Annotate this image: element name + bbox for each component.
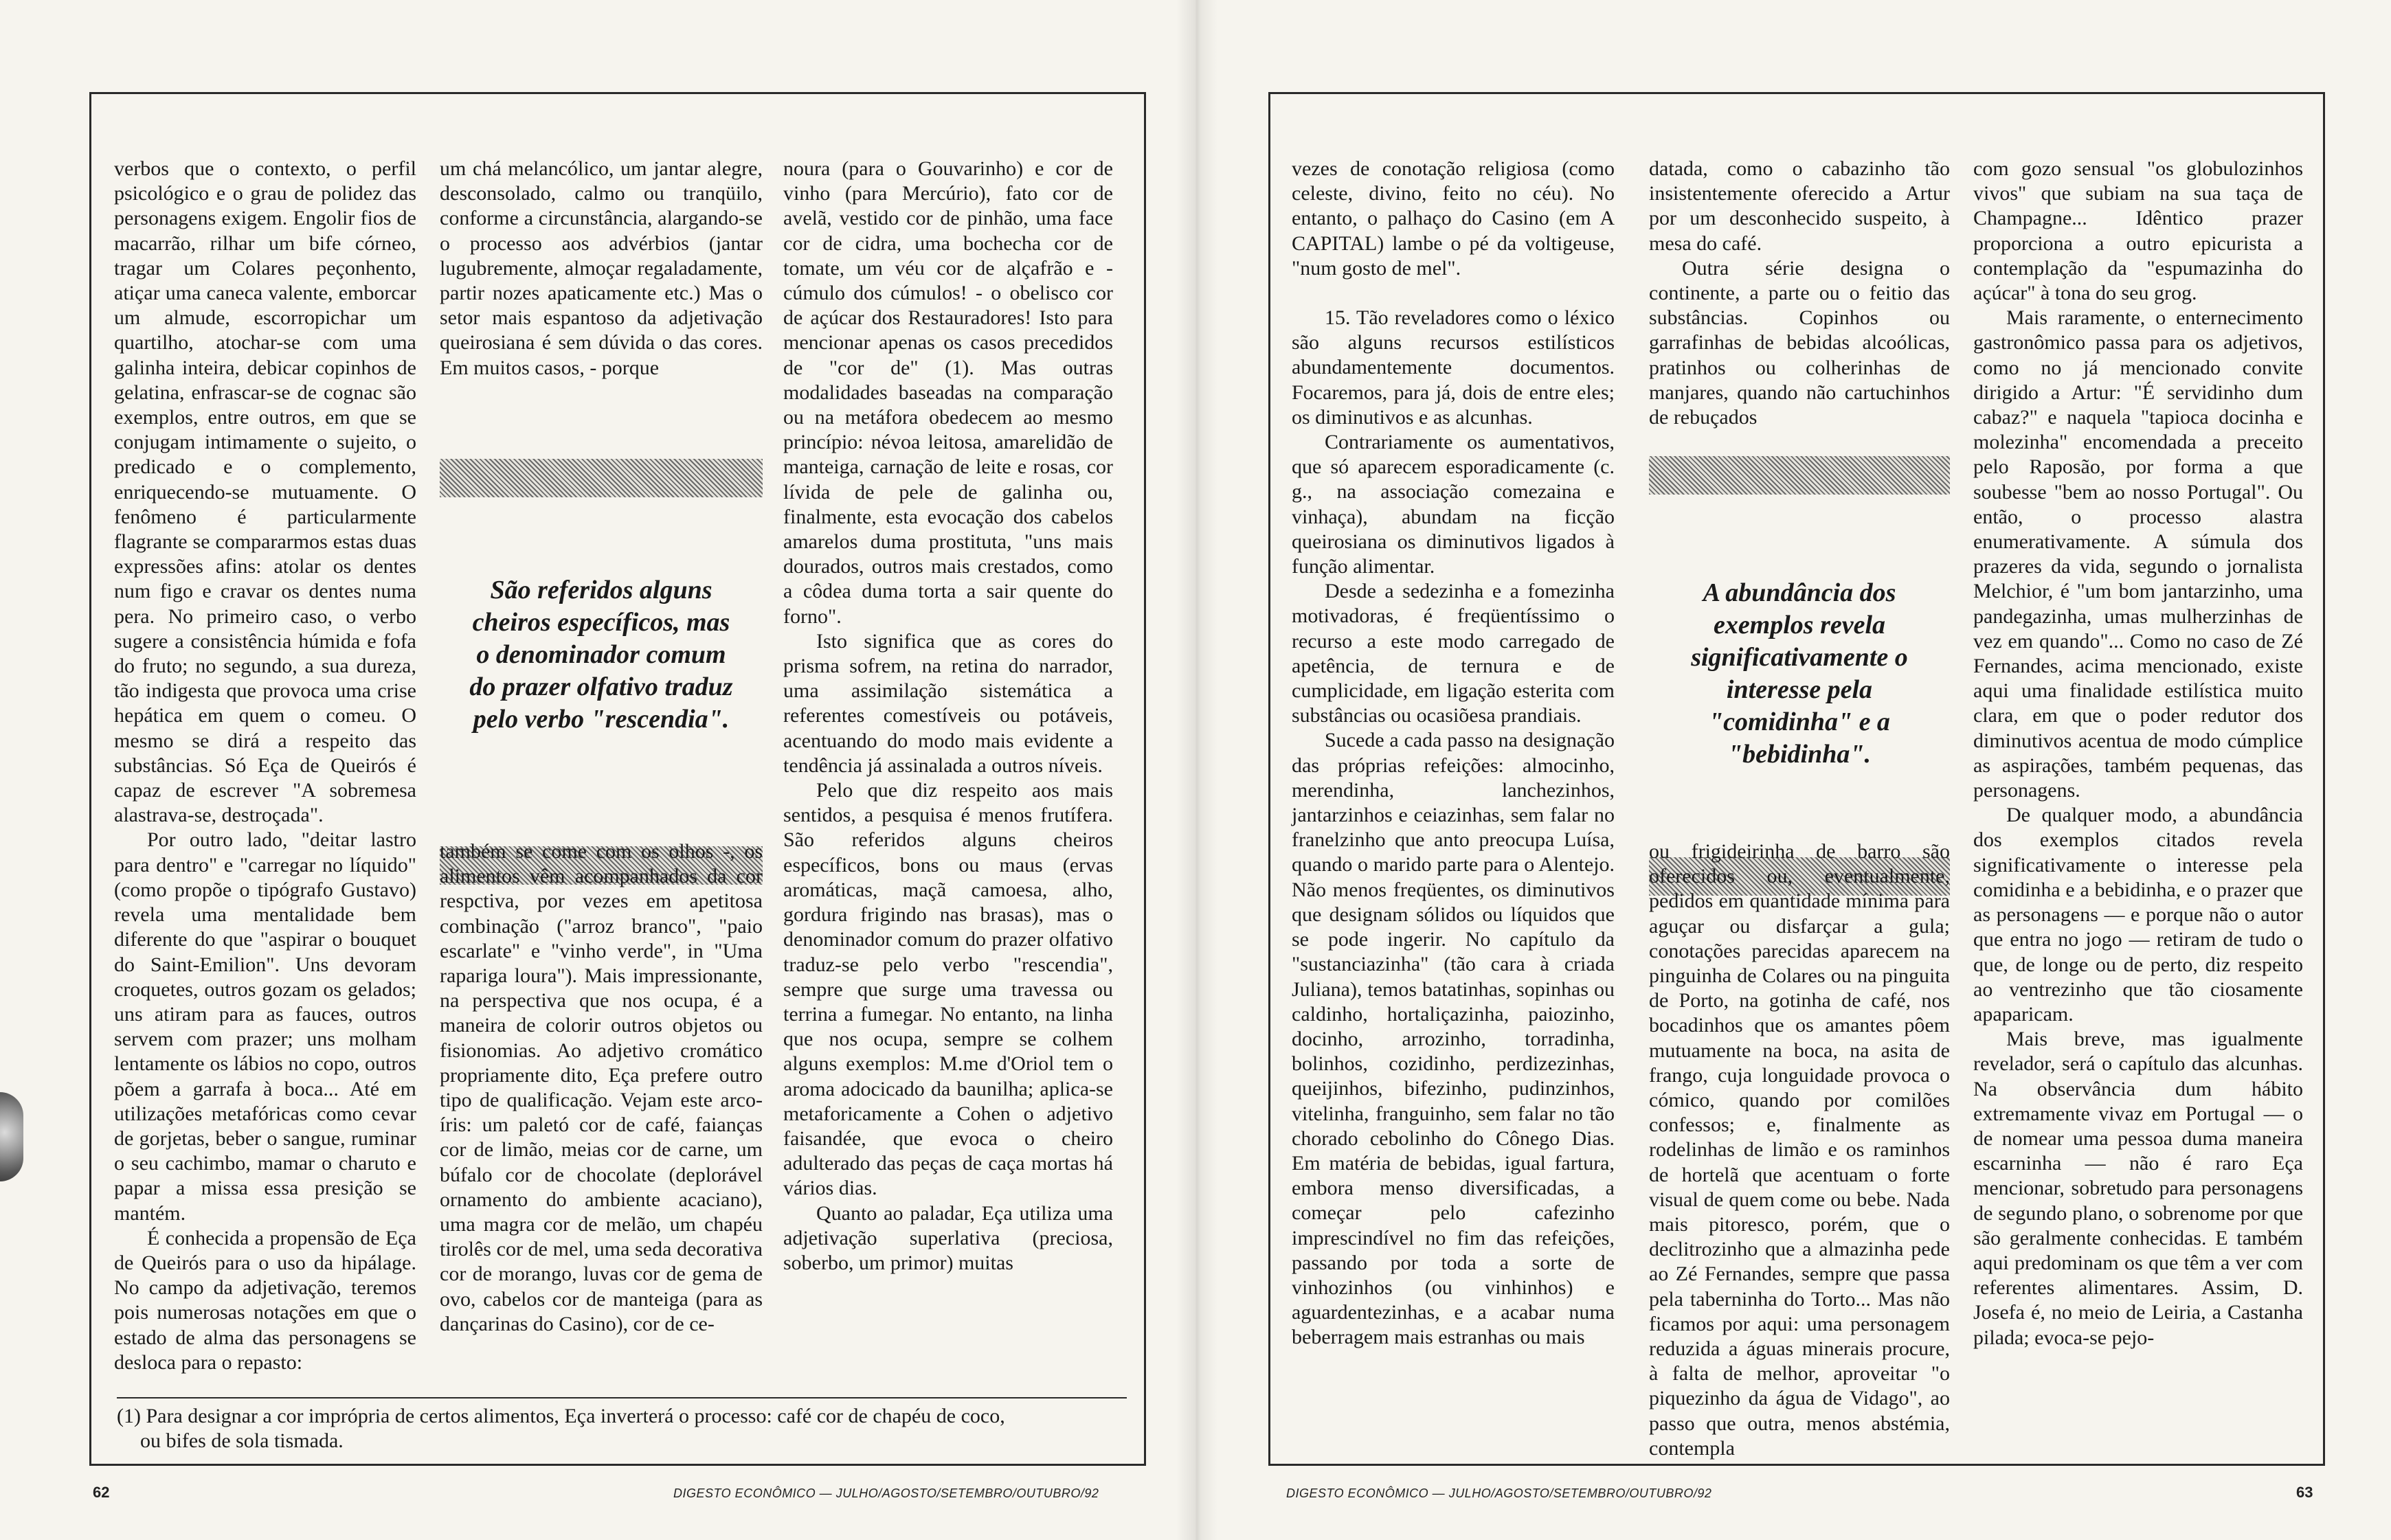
left-column-3	[783, 157, 1113, 1276]
right-column-3	[1973, 157, 2303, 1350]
left-column-2-bottom	[440, 839, 763, 1337]
paragraph: Isto significa que as cores do prisma sofrem, na retina do narrador, uma assimilação sistemática a referentes comestíveis ou potáveis, acentuando do modo mais evidente a tendência já assinalada a outros níveis.	[783, 629, 1113, 777]
right-page	[1197, 0, 2391, 1540]
paragraph: vezes de conotação religiosa (como celeste, divino, feito no céu). No entanto, o palhaço do Casino (em A CAPITAL) lambe o pé da voltigeuse, "num gosto de mel".	[1292, 157, 1615, 280]
pull-quote-text: A abundância dos exemplos revela significativamente o interesse pela "comidinha" e a "bebidinha".	[1691, 578, 1908, 769]
binding-ring-mark	[0, 1092, 23, 1181]
paragraph: um chá melancólico, um jantar alegre, desconsolado, calmo ou tranqüilo, conforme a circunstância, alargando-se o processo aos advérbios (jantar lugubremente, almoçar regaladamente, partir nozes apaticamente etc.) Mas o setor mais espantoso da adjetivação queirosiana é sem dúvida o das cores. Em muitos casos, - porque	[440, 157, 763, 379]
page-number: 62	[93, 1484, 110, 1501]
right-column-1	[1292, 157, 1615, 1350]
paragraph: datada, como o cabazinho tão insistentemente oferecido a Artur por um desconhecido suspeito, à mesa do café.	[1649, 157, 1950, 255]
paragraph: também se come com os olhos -, os alimentos vêm acompanhados da cor respctiva, por vezes em apetitosa combinação ("arroz branco", "paio escarlate" e "vinho verde", in "Uma rapariga loura"). Mais impressionante, na perspectiva que nos ocupa, é a maneira de colorir outros objetos ou fisionomias. Ao adjetivo cromático propriamente dito, Eça prefere outro tipo de qualificação. Vejam este arco-íris: um paletó cor de café, faianças cor de limão, meias cor de carne, um búfalo cor de chocolate (deplorável ornamento do ambiente acaciano), uma magra cor de melão, um chapéu tirolês cor de mel, uma seda decorativa cor de morango, luvas cor de gema de ovo, cabelos cor de manteiga (para as dançarinas do Casino), cor de ce-	[440, 840, 763, 1335]
paragraph: Outra série designa o continente, a parte ou o feitio das substâncias. Copinhos ou garrafinhas de bebidas alcoólicas, pratinhos ou colherinhas de manjares, quando não cartuchinhos de rebuçados	[1649, 256, 1950, 429]
footnote	[117, 1397, 1127, 1453]
pull-quote-text: São referidos alguns cheiros específicos, mas o denominador comum do prazer olfativo traduz pelo verbo "rescendia".	[469, 576, 733, 734]
paragraph: verbos que o contexto, o perfil psicológico e o grau de polidez das personagens exigem. Engolir fios de macarrão, rilhar um bife córneo, tragar um Colares peçonhento, atiçar uma caneca valente, emborcar um almude, escorropichar um quartilho, atochar-se com uma galinha inteira, debicar copinhos de gelatina, enfrascar-se de cognac são exemplos, entre outros, em que se conjugam intimamente o sujeito, o predicado e o complemento, enriquecendo-se mutuamente. O fenômeno é particularmente flagrante se compararmos estas duas expressões afins: atolar os dentes num figo e cravar os dentes numa pera. No primeiro caso, o verbo sugere a consistência húmida e fofa do fruto; no segundo, a sua dureza, tão indigesta que provoca uma crise hepática em quem o comeu. O mesmo se dirá a respeito das substâncias. Só Eça de Queirós é capaz de escrever "A sobremesa alastrava-se, destroçada".	[114, 157, 416, 827]
running-footer: DIGESTO ECONÔMICO — JULHO/AGOSTO/SETEMBRO/OUTUBRO/92	[673, 1486, 1099, 1500]
left-column-1	[114, 157, 416, 1375]
left-pull-quote	[440, 459, 763, 885]
paragraph: 15. Tão reveladores como o léxico são alguns recursos estilísticos abundamentemente documentos. Focaremos, para já, dois de entre eles; os diminutivos e as alcunhas.	[1292, 306, 1615, 429]
page-number: 63	[2296, 1484, 2313, 1501]
footnote-line: (1) Para designar a cor imprópria de certos alimentos, Eça inverterá o processo: café cor de chapéu de coco,	[117, 1405, 1005, 1427]
running-footer: DIGESTO ECONÔMICO — JULHO/AGOSTO/SETEMBRO/OUTUBRO/92	[1286, 1486, 1712, 1500]
paragraph: com gozo sensual "os globulozinhos vivos" que subiam na sua taça de Champagne... Idêntico prazer proporciona a outro epicurista a contemplação da "espumazinha do açúcar" à tona do seu grog.	[1973, 157, 2303, 305]
paragraph: Sucede a cada passo na designação das próprias refeições: almocinho, merendinha, lanchezinhos, jantarzinhos e ceiazinhas, sem falar no franelzinho que anto preocupa Luísa, quando o marido parte para o Alentejo. Não menos freqüentes, os diminutivos que designam sólidos ou líquidos que se pode ingerir. No capítulo da "sustanciazinha" (tão cara à criada Juliana), temos batatinhas, sopinhas ou caldinho, hortaliçazinha, paiozinho, docinho, arrozinho, torradinha, bolinhos, cozidinho, perdizezinhas, queijinhos, bifezinho, pudinzinhos, vitelinha, franguinho, sem falar no tão chorado cebolinho do Cônego Dias. Em matéria de bebidas, igual fartura, embora menso diversificadas, a começar pelo cafezinho imprescindível no fim das refeições, passando por toda a sorte de vinhozinhos (ou vinhinhos) e aguardentezinhas, e a acabar numa beberragem mais estranhas ou mais	[1292, 729, 1615, 1349]
paragraph: De qualquer modo, a abundância dos exemplos citados revela significativamente o interesse pela comidinha e a bebidinha, e o prazer que as personagens — e porque não o autor que entra no jogo — retiram de tudo o que, de longe ou de perto, diz respeito ao ventrezinho que tão ciosamente apaparicam.	[1973, 804, 2303, 1026]
right-pull-quote	[1649, 456, 1950, 896]
paragraph: noura (para o Gouvarinho) e cor de vinho (para Mercúrio), fato cor de avelã, vestido cor de pinhão, uma face cor de cidra, uma bochecha cor de tomate, um véu cor de alçafrão e - cúmulo dos cúmulos! - o obelisco cor de açúcar dos Restauradores! Isto para mencionar apenas os casos precedidos de "cor de" (1). Mas outras modalidades baseadas na comparação ou na metáfora obedecem ao mesmo princípio: névoa leitosa, amarelidão de manteiga, carnação de leite e rosas, cor lívida de pele de galinha ou, finalmente, esta evocação dos cabelos amarelos duma prostituta, "uns mais dourados, outros mais crestados, como a côdea duma torta a sair quente do forno".	[783, 157, 1113, 628]
right-column-2-top	[1649, 157, 1950, 430]
pull-quote-rule-top	[440, 459, 763, 497]
right-column-2-bottom	[1649, 839, 1950, 1461]
footnote-line: ou bifes de sola tismada.	[140, 1429, 344, 1452]
paragraph: Quanto ao paladar, Eça utiliza uma adjetivação superlativa (preciosa, soberbo, um primor) muitas	[783, 1201, 1113, 1274]
paragraph: ou frigideirinha de barro são oferecidos ou, eventualmente, pedidos em quantidade mínima para aguçar ou disfarçar a gula; conotações parecidas aparecem na pinguinha de Colares ou na pinguita de Porto, na gotinha de café, nos bocadinhos que os amantes pôem mutuamente na boca, na asita de frango, cuja longuidade provoca o cómico, quando por comilões confessos; e, finalmente as rodelinhas de limão e os raminhos de hortelã que acentuam o forte visual de quem come ou bebe. Nada mais pitoresco, porém, que o declitrozinho que a almazinha pede ao Zé Fernandes, sempre que passa pela taberninha do Torto... Mas não ficamos por aqui: uma personagem reduzida a águas minerais procure, à falta de melhor, aproveitar "o piquezinho da água de Vidago", ao passo que outra, menos abstémia, contempla	[1649, 840, 1950, 1460]
left-column-2-top	[440, 157, 763, 381]
paragraph: Contrariamente os aumentativos, que só aparecem esporadicamente (c. g., na associação comezaina e vinhaça), abundam na ficção queirosiana os diminutivos ligados à função alimentar.	[1292, 431, 1615, 578]
paragraph: Mais raramente, o enternecimento gastronômico passa para os adjetivos, como no já mencionado convite dirigido a Artur: "É servidinho dum cabaz?" e naquela "tapioca docinha e molezinha" encomendada a preceito pelo Raposão, por forma a que soubesse "bem ao nosso Portugal". Ou então, o processo alastra enumerativamente. A súmula dos prazeres da vida, segundo o jornalista Melchior, é "um bom jantarzinho, uma pandegazinha, umas mulherzinhas de vez em quando"... Como no caso de Zé Fernandes, acima mencionado, existe aqui uma finalidade estilística muito clara, em que o poder redutor dos diminutivos acentua de modo cúmplice as aspirações, também pequenas, das personagens.	[1973, 306, 2303, 802]
paragraph: Pelo que diz respeito aos mais sentidos, a pesquisa é menos frutífera. São referidos alguns cheiros específicos, bons ou maus (ervas aromáticas, maçã camoesa, alho, gordura frigindo nas brasas), mas o denominador comum do prazer olfativo traduz-se pelo verbo "rescendia", sempre que surge uma travessa ou terrina a fumegar. No entanto, na linha que nos ocupa, sempre se colhem alguns exemplos: M.me d'Oriol tem o aroma adocicado da baunilha; aplica-se metaforicamente a Cohen o adjetivo faisandée, que evoca o cheiro adulterado das peças de caça mortas há vários dias.	[783, 779, 1113, 1200]
paragraph: É conhecida a propensão de Eça de Queirós para o uso da hipálage. No campo da adjetivação, teremos pois numerosas notações em que o estado de alma das personagens se desloca para o repasto:	[114, 1226, 416, 1374]
paragraph: Por outro lado, "deitar lastro para dentro" e "carregar no líquido" (como propõe o tipógrafo Gustavo) revela uma mentalidade bem diferente do que "aspirar o bouquet do Saint-Emilion". Uns devoram croquetes, outros gozam os gelados; uns atiram para as fauces, outros servem com prazer; uns molham lentamente os lábios no copo, outros põem a garrafa à boca... Até em utilizações metafóricas como cevar de gorjetas, beber o sangue, ruminar o seu cachimbo, mamar o charuto e papar a missa essa presição se mantém.	[114, 828, 416, 1225]
paragraph: Desde a sedezinha e a fomezinha motivadoras, é freqüentíssimo o recurso a este modo carregado de apetência, de ternura e de cumplicidade, em ligação esterita com substâncias ou ocasiõesa prandiais.	[1292, 580, 1615, 727]
paragraph: Mais breve, mas igualmente revelador, será o capítulo das alcunhas. Na observância dum hábito extremamente vivaz em Portugal — o de nomear uma pessoa duma maneira escarninha — não é raro Eça mencionar, sobretudo para personagens de segundo plano, o sobrenome por que são geralmente conhecidas. E também aqui predominam os que têm a ver com referentes alimentares. Assim, D. Josefa é, no meio de Leiria, a Castanha pilada; evoca-se pejo-	[1973, 1028, 2303, 1349]
pull-quote-rule-top	[1649, 456, 1950, 495]
